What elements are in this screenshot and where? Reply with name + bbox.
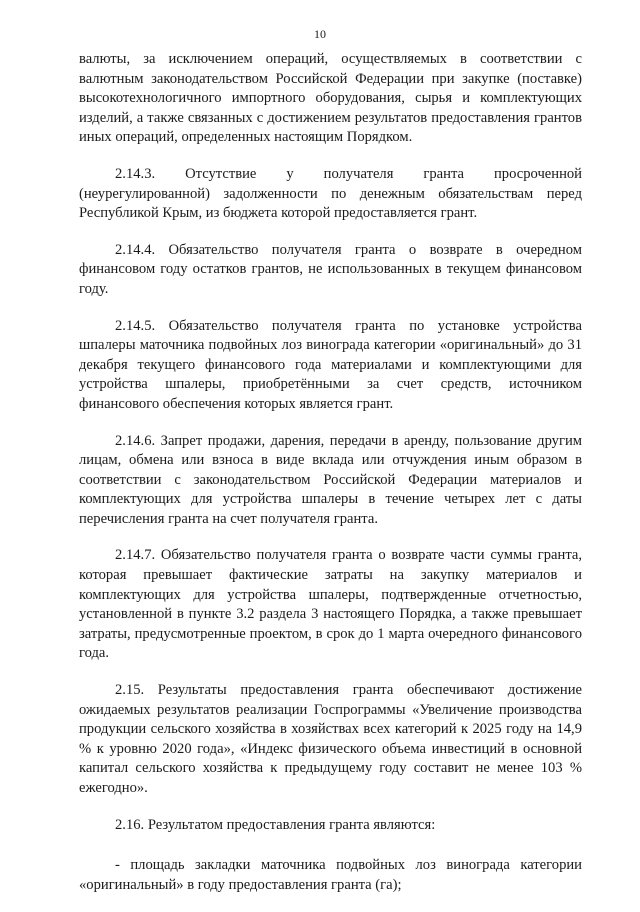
document-body: [79, 50, 582, 912]
paragraph-2-14-3: 2.14.3. Отсутствие у получателя гранта просроченной (неурегулированной) задолженности по денежным обязательствам перед Республикой Крым, из бюджета которой предоставляется грант.: [79, 165, 582, 222]
paragraph-currency-operations: валюты, за исключением операций, осуществляемых в соответствии с валютным законодательством Российской Федерации при закупке (поставке) высокотехнологичного импортного оборудования, сырья и комплектующих изделий, а также связанных с достижением результатов предоставления грантов иных операций, определенных настоящим Порядком.: [79, 51, 582, 146]
paragraph-2-15: 2.15. Результаты предоставления гранта обеспечивают достижение ожидаемых результатов реализации Госпрограммы «Увеличение производства продукции сельского хозяйства в хозяйствах всех категорий к 2025 году на 14,9 % к уровню 2020 года», «Индекс физического объема инвестиций в основной капитал сельского хозяйства к предыдущему году составит не менее 103 % ежегодно».: [79, 682, 582, 796]
paragraph-2-16: 2.16. Результатом предоставления гранта являются:: [115, 816, 436, 833]
paragraph-2-14-4: 2.14.4. Обязательство получателя гранта о возврате в очередном финансовом году остатков грантов, не использованных в текущем финансовом году.: [79, 241, 582, 297]
paragraph-2-14-6: 2.14.6. Запрет продажи, дарения, передачи в аренду, пользование другим лицам, обмена или взноса в виде вклада или отчуждения иным образом в соответствии с законодательством Российской Федерации материалов и комплектующих для устройства шпалеры в течение четырех лет с даты перечисления гранта на счет получателя гранта.: [79, 432, 582, 527]
paragraph-2-14-5: 2.14.5. Обязательство получателя гранта по установке устройства шпалеры маточника подвойных лоз винограда категории «оригинальный» до 31 декабря текущего финансового года материалами и комплектующими для устройства шпалеры, приобретёнными за счет средств, источником финансового обеспечения которых является грант.: [79, 317, 582, 412]
paragraph-2-14-7: 2.14.7. Обязательство получателя гранта о возврате части суммы гранта, которая превышает фактические затраты на закупку материалов и комплектующих для устройства шпалеры, подтвержденные отчетностью, установленной в пункте 3.2 раздела 3 настоящего Порядка, а также превышает затраты, предусмотренные проектом, в срок до 1 марта очередного финансового года.: [79, 547, 582, 662]
paragraph-area-item: - площадь закладки маточника подвойных лоз винограда категории «оригинальный» в году предоставления гранта (га);: [79, 857, 582, 893]
page-number: 10: [314, 27, 326, 41]
